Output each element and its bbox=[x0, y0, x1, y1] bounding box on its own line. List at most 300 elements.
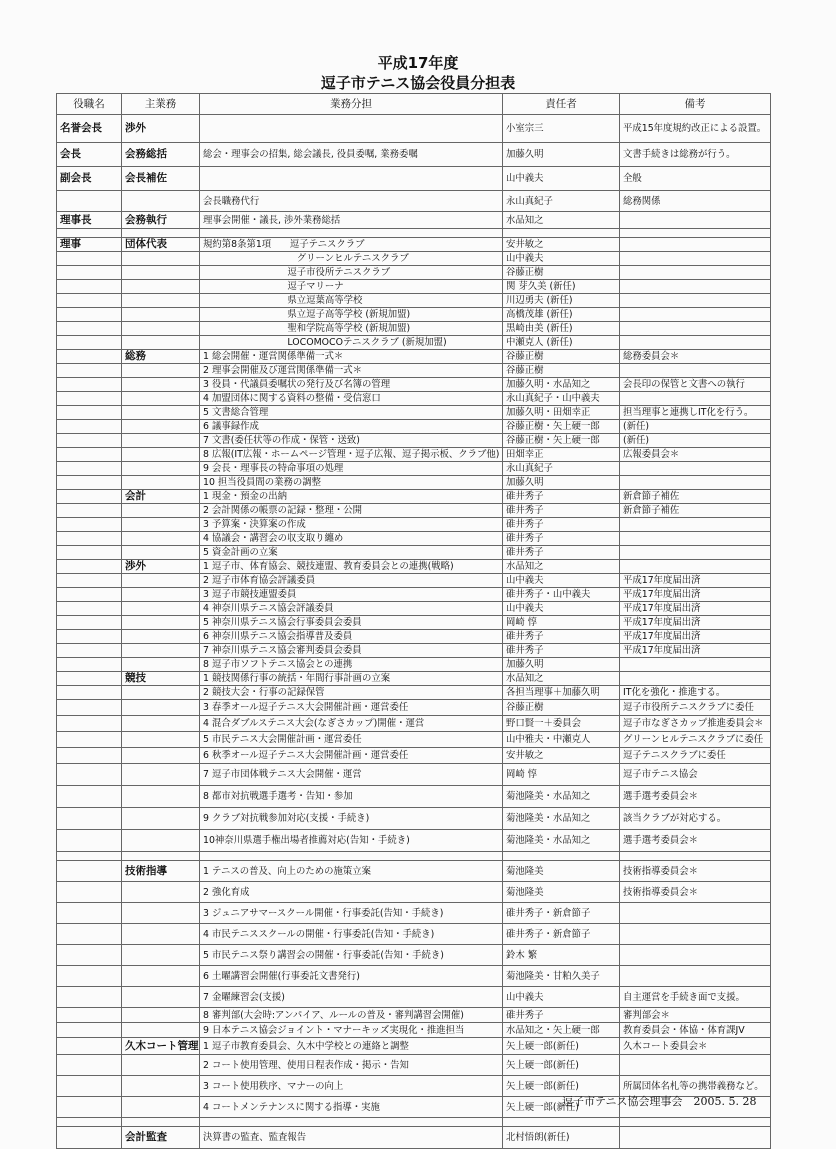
cell-assignment: 会長職務代行 bbox=[200, 191, 503, 212]
cell-assignment: 2 コート使用管理、使用日程表作成・掲示・告知 bbox=[200, 1055, 503, 1076]
header-main-duty: 主業務 bbox=[122, 94, 200, 115]
cell-position bbox=[57, 966, 122, 987]
cell-remarks: 平成17年度届出済 bbox=[620, 630, 771, 644]
cell-remarks: グリーンヒルテニスクラブに委任 bbox=[620, 732, 771, 748]
cell-main-duty bbox=[122, 1055, 200, 1076]
cell-main-duty bbox=[122, 924, 200, 945]
table-row bbox=[57, 903, 771, 924]
cell-assignment: 9 クラブ対抗戦参加対応(支援・手続き) bbox=[200, 808, 503, 830]
cell-assignment: 3 役員・代議員委嘱状の発行及び名簿の管理 bbox=[200, 378, 503, 392]
cell-responsible: 碓井秀子・山中義夫 bbox=[503, 588, 620, 602]
table-row bbox=[57, 143, 771, 167]
cell-remarks bbox=[620, 252, 771, 266]
table-row bbox=[57, 1038, 771, 1055]
table-row bbox=[57, 748, 771, 764]
cell-assignment: 6 議事録作成 bbox=[200, 420, 503, 434]
table-row bbox=[57, 280, 771, 294]
table-row bbox=[57, 658, 771, 672]
cell-assignment: 8 審判部(大会時:アンパイア、ルールの普及・審判講習会開催) bbox=[200, 1008, 503, 1023]
cell-assignment: 1 逗子市教育委員会、久木中学校との連絡と調整 bbox=[200, 1038, 503, 1055]
cell-assignment: 3 コート使用秩序、マナーの向上 bbox=[200, 1076, 503, 1097]
table-row bbox=[57, 546, 771, 560]
cell-responsible: 碓井秀子・新倉節子 bbox=[503, 903, 620, 924]
cell-main-duty bbox=[122, 574, 200, 588]
cell-assignment: 7 文書(委任状等の作成・保管・送致) bbox=[200, 434, 503, 448]
cell-position bbox=[57, 364, 122, 378]
cell-responsible: 碓井秀子 bbox=[503, 518, 620, 532]
cell-main-duty bbox=[122, 308, 200, 322]
cell-assignment: 7 逗子市団体戦テニス大会開催・運営 bbox=[200, 764, 503, 786]
cell-responsible: 碓井秀子 bbox=[503, 504, 620, 518]
cell-assignment: 2 逗子市体育協会評議委員 bbox=[200, 574, 503, 588]
cell-responsible: 岡崎 惇 bbox=[503, 764, 620, 786]
cell-responsible: 小室宗三 bbox=[503, 115, 620, 143]
cell-assignment: 決算書の監査、監査報告 bbox=[200, 1127, 503, 1149]
cell-remarks: 技術指導委員会＊ bbox=[620, 861, 771, 882]
cell-main-duty bbox=[122, 1118, 200, 1127]
cell-assignment bbox=[200, 167, 503, 191]
cell-responsible: 中瀬克人 (新任) bbox=[503, 336, 620, 350]
cell-responsible: 山中義夫 bbox=[503, 167, 620, 191]
cell-main-duty bbox=[122, 532, 200, 546]
cell-assignment: 3 逗子市競技連盟委員 bbox=[200, 588, 503, 602]
cell-position bbox=[57, 1118, 122, 1127]
cell-responsible: 菊池隆美 bbox=[503, 861, 620, 882]
cell-main-duty bbox=[122, 504, 200, 518]
cell-position: 理事長 bbox=[57, 212, 122, 229]
cell-position bbox=[57, 1008, 122, 1023]
cell-remarks bbox=[620, 322, 771, 336]
cell-position bbox=[57, 732, 122, 748]
cell-main-duty bbox=[122, 852, 200, 861]
cell-position bbox=[57, 630, 122, 644]
cell-main-duty: 会計監査 bbox=[122, 1127, 200, 1149]
cell-assignment bbox=[200, 852, 503, 861]
table-row bbox=[57, 476, 771, 490]
cell-responsible: 川辺勇夫 (新任) bbox=[503, 294, 620, 308]
cell-position bbox=[57, 406, 122, 420]
table-row bbox=[57, 630, 771, 644]
cell-main-duty bbox=[122, 420, 200, 434]
cell-remarks bbox=[620, 238, 771, 252]
cell-main-duty: 会務執行 bbox=[122, 212, 200, 229]
cell-position bbox=[57, 252, 122, 266]
cell-remarks bbox=[620, 658, 771, 672]
cell-responsible: 碓井秀子 bbox=[503, 546, 620, 560]
cell-position bbox=[57, 764, 122, 786]
cell-remarks: 平成17年度届出済 bbox=[620, 588, 771, 602]
cell-assignment: 5 市民テニス祭り講習会の開催・行事委託(告知・手続き) bbox=[200, 945, 503, 966]
cell-remarks: 平成17年度届出済 bbox=[620, 616, 771, 630]
table-row bbox=[57, 830, 771, 852]
cell-responsible: 黒崎由美 (新任) bbox=[503, 322, 620, 336]
table-row bbox=[57, 1127, 771, 1149]
table-row bbox=[57, 212, 771, 229]
footer-signature: 逗子市テニス協会理事会 2005. 5. 28 bbox=[562, 1095, 757, 1108]
cell-assignment: 5 資金計画の立案 bbox=[200, 546, 503, 560]
cell-assignment bbox=[200, 115, 503, 143]
cell-responsible: 水品知之 bbox=[503, 672, 620, 686]
cell-remarks: 教育委員会・体協・体育課JV bbox=[620, 1023, 771, 1038]
table-row bbox=[57, 308, 771, 322]
cell-main-duty: 総務 bbox=[122, 350, 200, 364]
cell-position bbox=[57, 229, 122, 238]
cell-assignment: 県立逗葉高等学校 bbox=[200, 294, 503, 308]
document-year-title: 平成17年度 bbox=[377, 54, 459, 72]
cell-main-duty: 会長補佐 bbox=[122, 167, 200, 191]
table-row bbox=[57, 1055, 771, 1076]
table-row bbox=[57, 987, 771, 1008]
cell-main-duty bbox=[122, 764, 200, 786]
cell-assignment: 4 協議会・講習会の収支取り纏め bbox=[200, 532, 503, 546]
cell-assignment: 5 市民テニス大会開催計画・運営委任 bbox=[200, 732, 503, 748]
cell-responsible: 谷藤正樹 bbox=[503, 700, 620, 716]
table-row bbox=[57, 882, 771, 903]
cell-responsible: 碓井秀子 bbox=[503, 490, 620, 504]
document-title: 逗子市テニス協会役員分担表 bbox=[320, 74, 516, 92]
cell-assignment: 4 市民テニススクールの開催・行事委託(告知・手続き) bbox=[200, 924, 503, 945]
cell-assignment: 聖和学院高等学校 (新規加盟) bbox=[200, 322, 503, 336]
table-row bbox=[57, 322, 771, 336]
table-row bbox=[57, 532, 771, 546]
cell-main-duty bbox=[122, 336, 200, 350]
cell-responsible: 矢上硬一郎(新任) bbox=[503, 1076, 620, 1097]
cell-responsible: 各担当理事＋加藤久明 bbox=[503, 686, 620, 700]
cell-main-duty bbox=[122, 903, 200, 924]
cell-main-duty bbox=[122, 476, 200, 490]
cell-remarks: 総務関係 bbox=[620, 191, 771, 212]
cell-remarks: 久木コート委員会＊ bbox=[620, 1038, 771, 1055]
cell-main-duty bbox=[122, 945, 200, 966]
cell-assignment: 3 春季オール逗子テニス大会開催計画・運営委任 bbox=[200, 700, 503, 716]
cell-main-duty: 技術指導 bbox=[122, 861, 200, 882]
table-row bbox=[57, 966, 771, 987]
cell-responsible: 安井敏之 bbox=[503, 748, 620, 764]
cell-assignment: 10神奈川県選手権出場者推薦対応(告知・手続き) bbox=[200, 830, 503, 852]
cell-position bbox=[57, 191, 122, 212]
cell-position bbox=[57, 882, 122, 903]
cell-remarks: 逗子市なぎさカップ推進委員会＊ bbox=[620, 716, 771, 732]
cell-position bbox=[57, 658, 122, 672]
cell-assignment bbox=[200, 1118, 503, 1127]
cell-responsible: 田畑幸正 bbox=[503, 448, 620, 462]
cell-position bbox=[57, 280, 122, 294]
table-row bbox=[57, 924, 771, 945]
cell-remarks bbox=[620, 518, 771, 532]
cell-position bbox=[57, 546, 122, 560]
cell-assignment: 3 予算案・決算案の作成 bbox=[200, 518, 503, 532]
cell-assignment: 規約第8条第1項 逗子テニスクラブ bbox=[200, 238, 503, 252]
cell-main-duty: 渉外 bbox=[122, 115, 200, 143]
cell-assignment: 理事会開催・議長, 渉外業務総括 bbox=[200, 212, 503, 229]
cell-remarks bbox=[620, 903, 771, 924]
table-row bbox=[57, 574, 771, 588]
cell-remarks bbox=[620, 280, 771, 294]
cell-assignment: 5 文書総合管理 bbox=[200, 406, 503, 420]
cell-main-duty bbox=[122, 546, 200, 560]
table-row bbox=[57, 392, 771, 406]
cell-assignment: 1 逗子市、体育協会、競技連盟、教育委員会との連携(戦略) bbox=[200, 560, 503, 574]
cell-position bbox=[57, 448, 122, 462]
table-row bbox=[57, 602, 771, 616]
cell-responsible: 鈴木 繁 bbox=[503, 945, 620, 966]
cell-responsible: 矢上硬一郎(新任) bbox=[503, 1097, 620, 1118]
cell-remarks: 選手選考委員会＊ bbox=[620, 786, 771, 808]
cell-main-duty bbox=[122, 588, 200, 602]
cell-main-duty bbox=[122, 229, 200, 238]
cell-position bbox=[57, 1023, 122, 1038]
cell-remarks: 全般 bbox=[620, 167, 771, 191]
cell-position bbox=[57, 1055, 122, 1076]
cell-responsible: 碓井秀子・新倉節子 bbox=[503, 924, 620, 945]
cell-remarks: 所属団体名札等の携帯義務など。 bbox=[620, 1076, 771, 1097]
cell-main-duty bbox=[122, 448, 200, 462]
cell-position bbox=[57, 560, 122, 574]
table-row bbox=[57, 764, 771, 786]
cell-position bbox=[57, 532, 122, 546]
cell-position bbox=[57, 686, 122, 700]
cell-responsible: 永山真紀子 bbox=[503, 462, 620, 476]
cell-responsible: 安井敏之 bbox=[503, 238, 620, 252]
cell-main-duty bbox=[122, 732, 200, 748]
cell-remarks: 平成17年度届出済 bbox=[620, 602, 771, 616]
cell-remarks bbox=[620, 924, 771, 945]
table-header-row bbox=[57, 94, 771, 115]
cell-main-duty bbox=[122, 1023, 200, 1038]
header-remarks: 備考 bbox=[620, 94, 771, 115]
table-row bbox=[57, 852, 771, 861]
cell-responsible: 碓井秀子 bbox=[503, 532, 620, 546]
cell-remarks: IT化を強化・推進する。 bbox=[620, 686, 771, 700]
cell-main-duty bbox=[122, 987, 200, 1008]
cell-position bbox=[57, 716, 122, 732]
cell-main-duty bbox=[122, 808, 200, 830]
cell-main-duty: 久木コート管理 bbox=[122, 1038, 200, 1055]
table-row bbox=[57, 616, 771, 630]
header-position: 役職名 bbox=[57, 94, 122, 115]
cell-assignment: 県立逗子高等学校 (新規加盟) bbox=[200, 308, 503, 322]
cell-position bbox=[57, 266, 122, 280]
cell-assignment: 4 コートメンテナンスに関する指導・実施 bbox=[200, 1097, 503, 1118]
cell-main-duty bbox=[122, 406, 200, 420]
cell-remarks bbox=[620, 966, 771, 987]
cell-main-duty bbox=[122, 1097, 200, 1118]
cell-position bbox=[57, 616, 122, 630]
cell-responsible: 山中義夫 bbox=[503, 574, 620, 588]
cell-assignment bbox=[200, 229, 503, 238]
cell-responsible bbox=[503, 229, 620, 238]
table-row bbox=[57, 786, 771, 808]
cell-position bbox=[57, 322, 122, 336]
cell-remarks bbox=[620, 294, 771, 308]
cell-remarks: (新任) bbox=[620, 434, 771, 448]
cell-remarks: 該当クラブが対応する。 bbox=[620, 808, 771, 830]
cell-remarks bbox=[620, 546, 771, 560]
table-row bbox=[57, 462, 771, 476]
cell-position bbox=[57, 700, 122, 716]
cell-assignment: 6 秋季オール逗子テニス大会開催計画・運営委任 bbox=[200, 748, 503, 764]
cell-responsible: 谷藤正樹 bbox=[503, 364, 620, 378]
cell-position bbox=[57, 308, 122, 322]
table-row bbox=[57, 644, 771, 658]
table-row bbox=[57, 700, 771, 716]
cell-remarks bbox=[620, 672, 771, 686]
cell-assignment: グリーンヒルテニスクラブ bbox=[200, 252, 503, 266]
table-row bbox=[57, 686, 771, 700]
cell-main-duty bbox=[122, 716, 200, 732]
cell-main-duty bbox=[122, 630, 200, 644]
cell-remarks bbox=[620, 945, 771, 966]
cell-position bbox=[57, 924, 122, 945]
cell-assignment: 2 強化育成 bbox=[200, 882, 503, 903]
table-row bbox=[57, 588, 771, 602]
cell-remarks bbox=[620, 266, 771, 280]
cell-assignment: 1 テニスの普及、向上のための施策立案 bbox=[200, 861, 503, 882]
cell-assignment: 逗子マリーナ bbox=[200, 280, 503, 294]
cell-assignment: 4 神奈川県テニス協会評議委員 bbox=[200, 602, 503, 616]
cell-assignment: 4 混合ダブルステニス大会(なぎさカップ)開催・運営 bbox=[200, 716, 503, 732]
cell-position bbox=[57, 1076, 122, 1097]
cell-remarks: 技術指導委員会＊ bbox=[620, 882, 771, 903]
table-row bbox=[57, 861, 771, 882]
cell-remarks: 逗子市役所テニスクラブに委任 bbox=[620, 700, 771, 716]
cell-main-duty bbox=[122, 266, 200, 280]
cell-main-duty bbox=[122, 364, 200, 378]
cell-position bbox=[57, 294, 122, 308]
cell-remarks: 平成15年度規約改正による設置。 bbox=[620, 115, 771, 143]
cell-assignment: 8 逗子市ソフトテニス協会との連携 bbox=[200, 658, 503, 672]
table-row bbox=[57, 560, 771, 574]
cell-responsible: 加藤久明 bbox=[503, 143, 620, 167]
cell-remarks bbox=[620, 852, 771, 861]
cell-remarks: 逗子市テニス協会 bbox=[620, 764, 771, 786]
cell-assignment: 2 会計関係の帳票の記録・整理・公開 bbox=[200, 504, 503, 518]
cell-position bbox=[57, 903, 122, 924]
cell-main-duty bbox=[122, 280, 200, 294]
cell-main-duty bbox=[122, 252, 200, 266]
cell-main-duty: 団体代表 bbox=[122, 238, 200, 252]
cell-position bbox=[57, 852, 122, 861]
cell-responsible: 碓井秀子 bbox=[503, 1008, 620, 1023]
table-row bbox=[57, 294, 771, 308]
header-responsible: 責任者 bbox=[503, 94, 620, 115]
cell-position bbox=[57, 987, 122, 1008]
cell-assignment: 5 神奈川県テニス協会行事委員会委員 bbox=[200, 616, 503, 630]
cell-remarks: 新倉節子補佐 bbox=[620, 504, 771, 518]
cell-remarks bbox=[620, 229, 771, 238]
cell-remarks bbox=[620, 1118, 771, 1127]
cell-responsible: 菊池隆美 bbox=[503, 882, 620, 903]
cell-responsible: 高橋茂雄 (新任) bbox=[503, 308, 620, 322]
table-row bbox=[57, 1023, 771, 1038]
cell-responsible: 山中雅夫・中瀬克人 bbox=[503, 732, 620, 748]
table-row bbox=[57, 191, 771, 212]
cell-main-duty bbox=[122, 392, 200, 406]
cell-main-duty bbox=[122, 191, 200, 212]
cell-position bbox=[57, 861, 122, 882]
cell-position bbox=[57, 350, 122, 364]
cell-main-duty bbox=[122, 700, 200, 716]
cell-remarks bbox=[620, 336, 771, 350]
cell-assignment: 1 競技関係行事の統括・年間行事計画の立案 bbox=[200, 672, 503, 686]
cell-responsible: 山中義夫 bbox=[503, 987, 620, 1008]
cell-remarks bbox=[620, 392, 771, 406]
cell-position bbox=[57, 420, 122, 434]
cell-main-duty bbox=[122, 1008, 200, 1023]
table-row bbox=[57, 378, 771, 392]
cell-main-duty bbox=[122, 322, 200, 336]
cell-responsible: 永山真紀子 bbox=[503, 191, 620, 212]
cell-remarks: 逗子テニスクラブに委任 bbox=[620, 748, 771, 764]
cell-remarks: 自主運営を手続き面で支援。 bbox=[620, 987, 771, 1008]
cell-assignment: 4 加盟団体に関する資料の整備・受信窓口 bbox=[200, 392, 503, 406]
table-row bbox=[57, 518, 771, 532]
cell-position bbox=[57, 945, 122, 966]
cell-responsible: 谷藤正樹 bbox=[503, 266, 620, 280]
cell-position bbox=[57, 1127, 122, 1149]
cell-position bbox=[57, 1038, 122, 1055]
table-row bbox=[57, 252, 771, 266]
cell-responsible: 加藤久明・水品知之 bbox=[503, 378, 620, 392]
table-row bbox=[57, 1008, 771, 1023]
table-row bbox=[57, 504, 771, 518]
cell-main-duty bbox=[122, 602, 200, 616]
cell-responsible: 谷藤正樹・矢上硬一郎 bbox=[503, 434, 620, 448]
cell-assignment: 9 会長・理事長の特命事項の処理 bbox=[200, 462, 503, 476]
cell-assignment: 8 広報(IT広報・ホームページ管理・逗子広報、逗子掲示板、クラブ他) bbox=[200, 448, 503, 462]
cell-assignment: 10 担当役員間の業務の調整 bbox=[200, 476, 503, 490]
cell-main-duty bbox=[122, 462, 200, 476]
cell-position: 会長 bbox=[57, 143, 122, 167]
cell-responsible: 水品知之 bbox=[503, 560, 620, 574]
cell-position bbox=[57, 518, 122, 532]
cell-position bbox=[57, 786, 122, 808]
cell-position bbox=[57, 748, 122, 764]
cell-assignment: 2 理事会開催及び運営関係準備一式＊ bbox=[200, 364, 503, 378]
cell-responsible: 谷藤正樹・矢上硬一郎 bbox=[503, 420, 620, 434]
cell-assignment: 逗子市役所テニスクラブ bbox=[200, 266, 503, 280]
cell-remarks bbox=[620, 1055, 771, 1076]
cell-responsible: 菊池隆美・水品知之 bbox=[503, 808, 620, 830]
cell-main-duty bbox=[122, 644, 200, 658]
cell-position bbox=[57, 1097, 122, 1118]
cell-remarks: (新任) bbox=[620, 420, 771, 434]
table-row bbox=[57, 364, 771, 378]
cell-main-duty bbox=[122, 616, 200, 630]
cell-responsible: 野口賢一＋委員会 bbox=[503, 716, 620, 732]
cell-responsible bbox=[503, 1118, 620, 1127]
cell-main-duty bbox=[122, 748, 200, 764]
cell-position bbox=[57, 830, 122, 852]
cell-main-duty bbox=[122, 518, 200, 532]
cell-responsible: 矢上硬一郎(新任) bbox=[503, 1055, 620, 1076]
cell-remarks: 平成17年度届出済 bbox=[620, 574, 771, 588]
cell-position bbox=[57, 672, 122, 686]
cell-assignment: 6 神奈川県テニス協会指導普及委員 bbox=[200, 630, 503, 644]
cell-assignment: 9 日本テニス協会ジョイント・マナーキッズ実現化・推進担当 bbox=[200, 1023, 503, 1038]
table-body bbox=[57, 115, 771, 1149]
table-row bbox=[57, 115, 771, 143]
officer-assignment-table bbox=[56, 93, 771, 1149]
cell-position bbox=[57, 644, 122, 658]
header-assignment: 業務分担 bbox=[200, 94, 503, 115]
cell-position: 理事 bbox=[57, 238, 122, 252]
cell-remarks: 担当理事と連携しIT化を行う。 bbox=[620, 406, 771, 420]
table-row bbox=[57, 1118, 771, 1127]
cell-position bbox=[57, 490, 122, 504]
cell-main-duty bbox=[122, 658, 200, 672]
cell-main-duty bbox=[122, 294, 200, 308]
